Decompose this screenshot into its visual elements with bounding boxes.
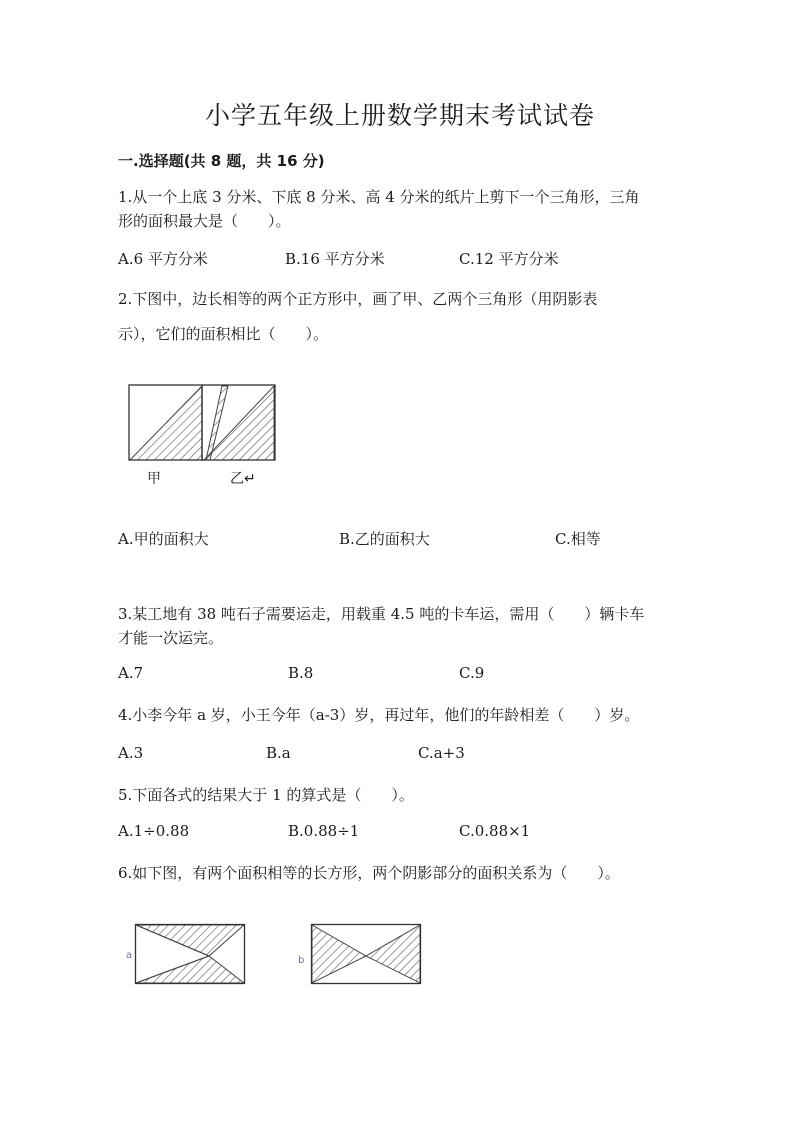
figure-label-b: b	[298, 955, 305, 966]
question-5-option-a[interactable]: A.1÷0.88	[118, 822, 190, 840]
question-3-option-a[interactable]: A.7	[118, 664, 144, 682]
question-3-line-1: 3.某工地有 38 吨石子需要运走，用载重 4.5 吨的卡车运，需用（ ）辆卡车	[118, 605, 645, 623]
question-4-option-a[interactable]: A.3	[118, 744, 144, 762]
rectangle-a-bottom-shade	[136, 956, 244, 983]
question-4-option-b[interactable]: B.a	[266, 744, 291, 762]
rectangle-b-figure	[311, 924, 421, 984]
question-3-option-c[interactable]: C.9	[459, 664, 485, 682]
question-5-line-1: 5.下面各式的结果大于 1 的算式是（ ）。	[118, 786, 414, 804]
question-1-option-b[interactable]: B.16 平方分米	[285, 250, 385, 268]
two-squares-triangles-figure	[128, 384, 276, 462]
question-5-option-c[interactable]: C.0.88×1	[459, 822, 531, 840]
question-4-option-c[interactable]: C.a+3	[418, 744, 465, 762]
question-4-line-1: 4.小李今年 a 岁，小王今年（a-3）岁，再过年，他们的年龄相差（ ）岁。	[118, 706, 640, 724]
question-2-line-1: 2.下图中，边长相等的两个正方形中，画了甲、乙两个三角形（用阴影表	[118, 290, 598, 308]
question-2-option-b[interactable]: B.乙的面积大	[339, 530, 430, 548]
question-1-option-a[interactable]: A.6 平方分米	[118, 250, 208, 268]
rectangle-b-right-shade	[366, 925, 420, 983]
page-title: 小学五年级上册数学期末考试试卷	[204, 101, 595, 130]
question-3-line-2: 才能一次运完。	[118, 629, 224, 647]
question-6-line-1: 6.如下图，有两个面积相等的长方形，两个阴影部分的面积关系为（ ）。	[118, 864, 620, 882]
rectangle-b-left-shade	[312, 925, 366, 983]
figure-label-yi: 乙↵	[230, 471, 256, 487]
question-1-line-1: 1.从一个上底 3 分米、下底 8 分米、高 4 分米的纸片上剪下一个三角形，三角	[118, 188, 640, 206]
figure-label-jia: 甲	[147, 471, 161, 487]
section-heading: 一.选择题(共 8 题，共 16 分)	[118, 152, 325, 170]
rectangle-a-figure	[135, 924, 245, 984]
question-3-option-b[interactable]: B.8	[288, 664, 314, 682]
triangle-jia	[130, 386, 202, 460]
question-2-option-a[interactable]: A.甲的面积大	[118, 530, 209, 548]
question-1-line-2: 形的面积最大是（ ）。	[118, 212, 291, 230]
question-1-option-c[interactable]: C.12 平方分米	[459, 250, 559, 268]
question-2-option-c[interactable]: C.相等	[555, 530, 601, 548]
figure-label-a: a	[126, 950, 133, 961]
question-2-line-2: 示），它们的面积相比（ ）。	[118, 325, 329, 343]
question-5-option-b[interactable]: B.0.88÷1	[288, 822, 360, 840]
rectangle-a-top-shade	[136, 925, 244, 956]
